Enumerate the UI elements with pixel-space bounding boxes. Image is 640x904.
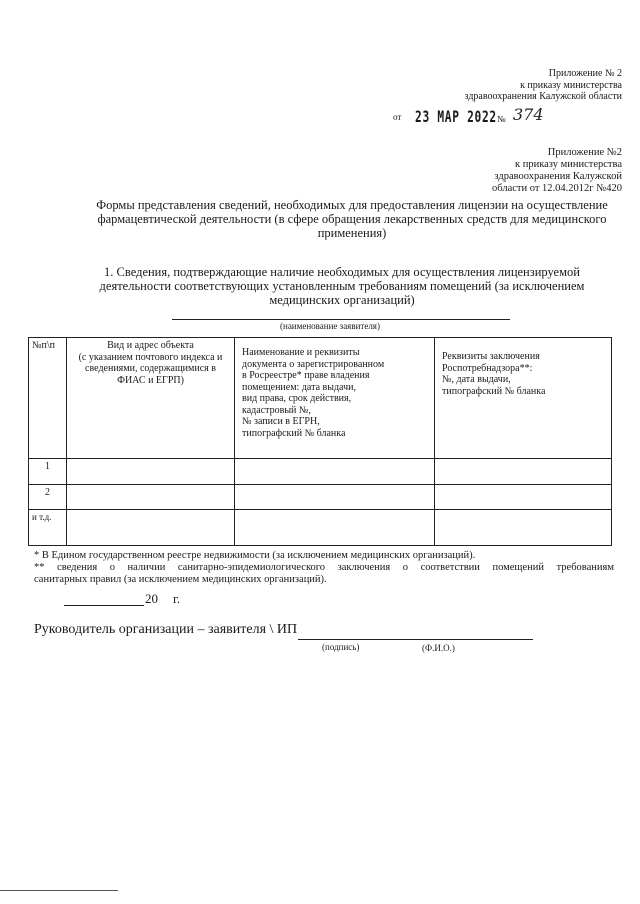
signature-caption: (подпись) [322,642,360,652]
row-number: 2 [29,485,67,510]
date-year-prefix: 20 [145,591,158,606]
header-text: документа о зарегистрированном [242,358,385,370]
header-text: сведениями, содержащимися в [85,363,216,374]
table-row [29,459,612,485]
header-text: в Росреестре* праве владения [242,370,370,381]
date-blank-line [64,605,144,606]
row-number: и т.д. [29,510,67,546]
table-cell [435,485,612,510]
header-text: вид права, срок действия, [242,393,352,404]
col-object-header [67,338,235,459]
scan-edge-line [0,890,118,891]
date-year-suffix: г. [173,591,181,606]
footnote-1: * В Едином государственном реестре недвижимости (за исключением медицинских организаций). [34,550,476,561]
applicant-name-line [172,319,510,320]
section-line: 1. Сведения, подтверждающие наличие необходимых для осуществления лицензируемой [104,265,580,279]
header-appendix [362,68,622,103]
applicant-caption: (наименование заявителя) [280,321,380,331]
header-text: №, дата выдачи, [442,374,511,385]
form-title-line: Формы представления сведений, необходимых для предоставления лицензии на осуществление [96,198,608,212]
table-cell [67,485,235,510]
section-heading [72,265,612,307]
form-title-line: применения) [317,226,387,240]
table-cell [235,485,435,510]
header-text: Реквизиты заключения [442,351,540,362]
handwritten-number: 374 [513,105,544,124]
table-cell [235,510,435,546]
header-text: типографский № бланка [442,385,546,397]
header-text: помещением: дата выдачи, [242,381,356,393]
header-text: Роспотребнадзора**: [442,362,533,374]
col-number-header: №п\п [29,338,67,459]
table-cell [235,459,435,485]
header-text: Наименование и реквизиты [242,347,360,358]
form-title-line: фармацевтической деятельности (в сфере обращения лекарственных средств для медицинского [97,212,607,226]
form-title [82,198,622,240]
appendix-line: к приказу министерства [514,159,622,170]
table-cell [67,459,235,485]
header-text: типографский № бланка [242,427,346,439]
table-cell [435,459,612,485]
table-cell [67,510,235,546]
footnote-2-cont: санитарных правил (за исключением медицинских организаций). [34,574,327,585]
number-prefix: № [497,114,506,124]
appendix-line: здравоохранения Калужской [494,171,622,182]
appendix-line: области от 12.04.2012г №420 [492,183,622,194]
appendix-line: здравоохранения Калужской области [464,91,622,102]
signature-line [298,639,533,640]
row-number: 1 [29,459,67,485]
appendix-title: Приложение № 2 [548,68,622,79]
date-prefix: от [393,112,402,122]
header-text: № записи в ЕГРН, [242,416,320,427]
table-row [29,485,612,510]
premises-table [28,337,612,546]
appendix-title: Приложение №2 [547,147,622,158]
table-cell [435,510,612,546]
header-text: (с указанием почтового индекса и [78,351,223,363]
date-stamp: 23 МАР 2022 [415,107,497,126]
header-appendix-original [382,147,622,195]
footnotes [34,550,614,586]
footnote-2: ** сведения о наличии санитарно-эпидемиологического заключения о соответствии помещений требованиям [34,562,614,573]
name-caption: (Ф.И.О.) [422,643,455,653]
header-text: кадастровый №, [242,404,311,416]
table-header-row [29,338,612,459]
section-line: медицинских организаций) [269,293,415,307]
section-line: деятельности соответствующих установленным требованиям помещений (за исключением [99,279,585,293]
appendix-line: к приказу министерства [520,79,622,91]
header-text: ФИАС и ЕГРП) [117,374,184,386]
col-conclusion-header [435,338,612,459]
col-document-header [235,338,435,459]
table-row [29,510,612,546]
signature-label: Руководитель организации – заявителя \ ИП [34,622,298,637]
header-text: Вид и адрес объекта [107,340,194,351]
